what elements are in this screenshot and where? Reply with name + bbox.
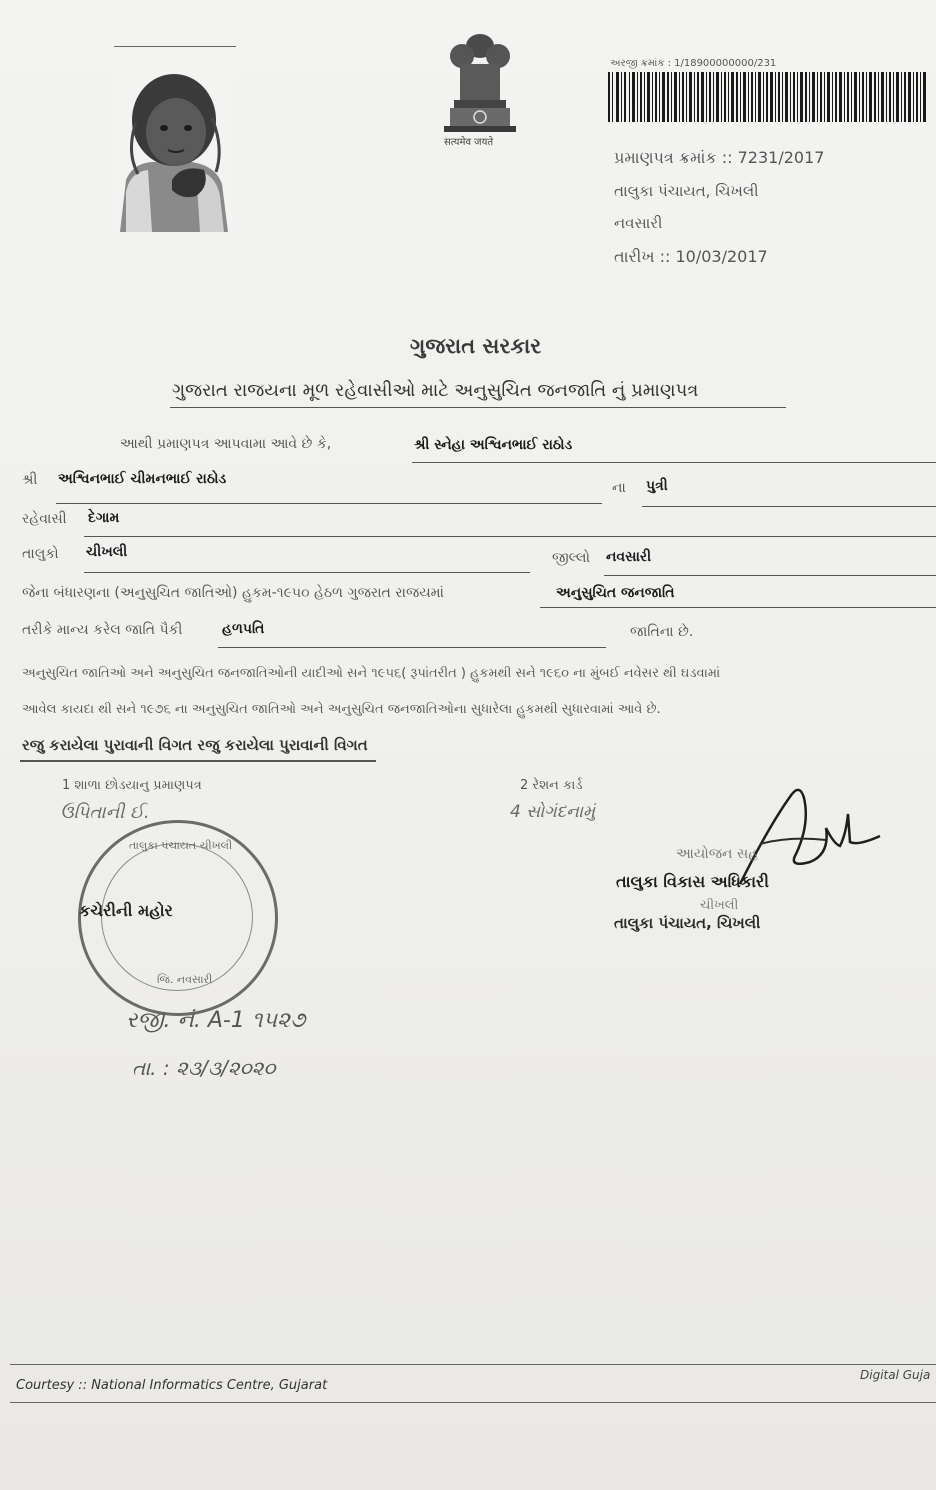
applicant-photo xyxy=(112,62,234,232)
officer-office: તાલુકા પંચાયત, ચિખલી xyxy=(614,914,761,932)
government-heading: ગુજરાત સરકાર xyxy=(410,334,542,358)
applicant-photo-image xyxy=(112,62,234,232)
category: અનુસુચિત જનજાતિ xyxy=(556,585,675,601)
office-line-2: નવસારી xyxy=(614,214,663,232)
relation: પુત્રી xyxy=(646,478,668,494)
title-underline xyxy=(170,407,786,408)
emblem-motto: सत्यमेव जयते xyxy=(444,137,494,148)
certificate-title: ગુજરાત રાજયના મૂળ રહેવાસીઓ માટે અનુસુચિત જનજાતિ નું પ્રમાણપત્ર xyxy=(172,380,699,401)
paragraph-line-1: અનુસુચિત જાતિઓ અને અનુસુચિત જનજાતિઓની યાદીઓ સને ૧૯૫૬( રૂપાંતરીત ) હુકમથી સને ૧૯૬૦ ના મુંબઈ નવેસર થી ઘડવામાં xyxy=(22,666,721,681)
category-underline xyxy=(540,607,936,608)
village: દેગામ xyxy=(88,510,120,526)
recognized-label: તરીકે માન્ય કરેલ જાતિ પૈકી xyxy=(22,622,183,638)
registration-number: રજી. નં. A-1 ૧૫૨૭ xyxy=(126,1008,306,1033)
evidence-item-1: 1 શાળા છોડયાનુ પ્રમાણપત્ર xyxy=(62,778,202,793)
relation-underline xyxy=(642,506,936,507)
district-underline xyxy=(604,575,936,576)
office-seal xyxy=(78,820,278,1016)
intro-text: આથી પ્રમાણપત્ર આપવામા આવે છે કે, xyxy=(120,436,332,452)
district: નવસારી xyxy=(606,549,652,565)
officer-designation: તાલુકા વિકાસ અધિકારી xyxy=(616,872,769,891)
paragraph-line-2: આવેલ કાયદા થી સને ૧૯૭૬ ના અનુસુચિત જાતિઓ અને અનુસુચિત જનજાતિઓના સુધારેલા હુકમથી સુધારવામાં આવે છે. xyxy=(22,702,661,717)
registration-date: તા. : ૨૩/૩/૨૦૨૦ xyxy=(132,1056,276,1080)
shri-label: શ્રી xyxy=(22,472,38,488)
applicant-name-underline xyxy=(412,462,936,463)
digital-gujarat-text: Digital Guja xyxy=(860,1368,931,1382)
barcode-icon xyxy=(608,72,928,122)
district-label: જીલ્લો xyxy=(552,550,590,566)
seal-bottom-text: જિ. નવસારી xyxy=(157,973,213,986)
barcode xyxy=(608,72,928,122)
evidence-item-2: 2 રેશન કાર્ડ xyxy=(520,778,583,793)
taluka: ચીખલી xyxy=(86,544,128,560)
seal-top-text: તાલુકા પંચાયત ચીખલી xyxy=(129,839,233,852)
caste-underline xyxy=(218,647,606,648)
evidence-heading: રજુ કરાયેલા પુરાવાની વિગત રજુ કરાયેલા પુરાવાની વિગત xyxy=(22,736,368,754)
certificate-number: પ્રમાણપત્ર ક્રમાંક :: 7231/2017 xyxy=(614,148,825,167)
na-label: ના xyxy=(612,480,626,496)
caste-suffix: જાતિના છે. xyxy=(630,624,694,640)
caste: હળપતિ xyxy=(222,621,265,637)
application-number: અરજી ક્રમાંક : 1/18900000000/231 xyxy=(610,58,777,69)
father-name-underline xyxy=(56,503,602,504)
resident-label: રહેવાસી xyxy=(22,511,67,527)
top-left-rule xyxy=(114,46,236,47)
national-emblem xyxy=(440,30,520,148)
lion-capital-icon xyxy=(440,30,520,134)
evidence-item-1-note: ઉપિતાની ઈ. xyxy=(60,802,150,823)
applicant-name: શ્રી સ્નેહા અશ્વિનભાઈ રાઠોડ xyxy=(414,437,573,453)
father-name: અશ્વિનભાઈ ચીમનભાઈ રાઠોડ xyxy=(58,471,227,487)
seal-label: કચેરીની મહોર xyxy=(79,901,173,920)
office-line-1: તાલુકા પંચાયત, ચિખલી xyxy=(614,182,759,200)
issue-date: તારીખ :: 10/03/2017 xyxy=(614,247,768,266)
village-underline xyxy=(84,536,936,537)
courtesy-text: Courtesy :: National Informatics Centre, Gujarat xyxy=(16,1378,328,1393)
taluka-label: તાલુકો xyxy=(22,546,59,562)
taluka-underline xyxy=(84,572,530,573)
footer-bottom-rule xyxy=(10,1402,936,1403)
evidence-heading-underline xyxy=(20,760,376,762)
constitution-order-text: જેના બંધારણના (અનુસુચિત જાતિઓ) હુકમ-૧૯૫૦ હેઠળ ગુજરાત રાજયમાં xyxy=(22,585,444,601)
signoff-text: આયોજન સહ xyxy=(676,846,759,862)
signature-stamp-overlay: ચીખલી xyxy=(700,898,739,913)
footer-top-rule xyxy=(10,1364,936,1365)
evidence-item-2-note: 4 સોગંદનામું xyxy=(510,802,595,822)
